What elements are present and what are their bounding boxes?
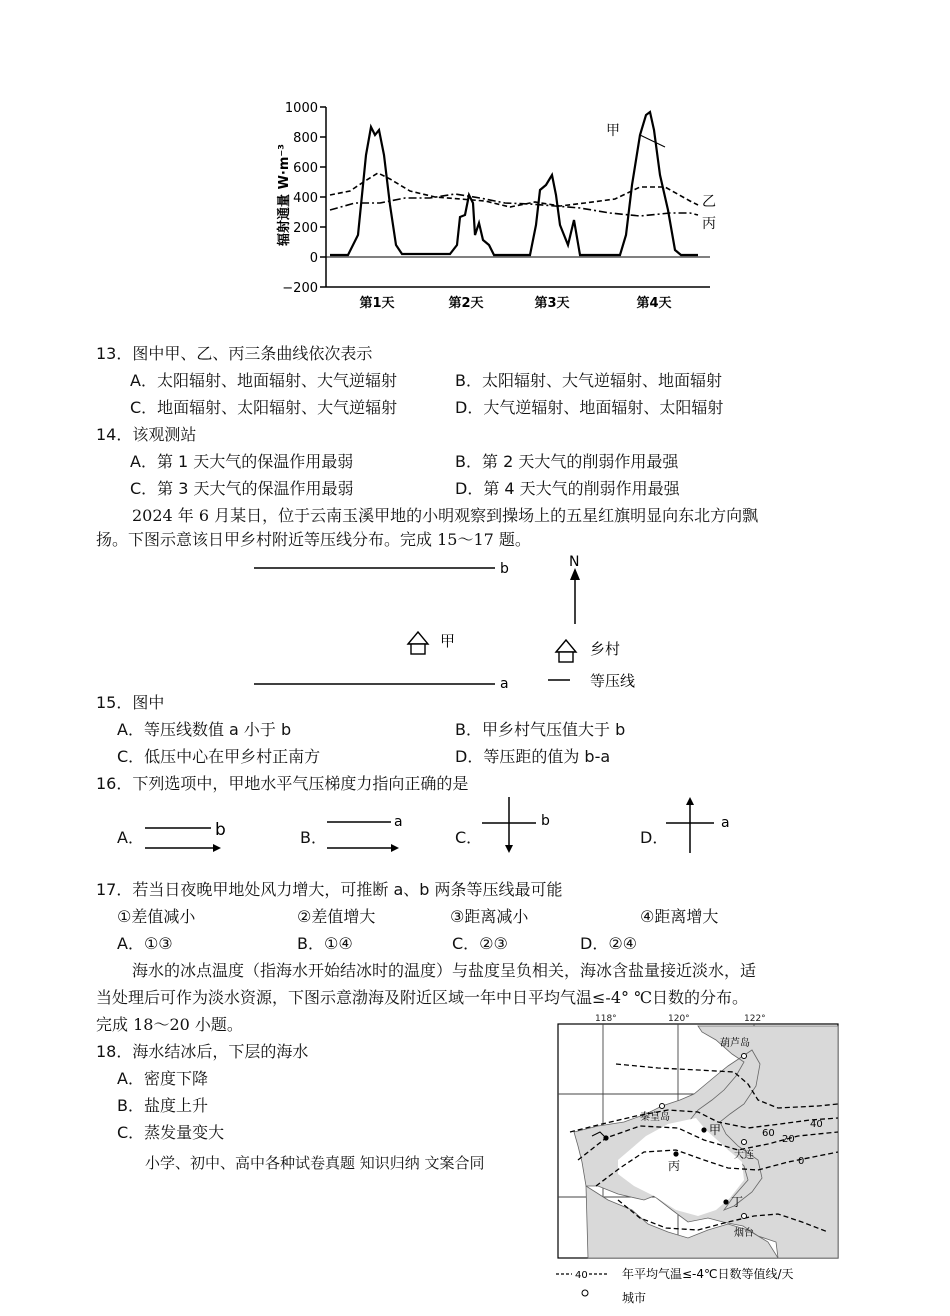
series-yi-line <box>330 173 698 207</box>
city-yantai <box>742 1214 747 1219</box>
y-tick: 400 <box>293 191 318 206</box>
city-huludao <box>742 1054 747 1059</box>
city-dalian <box>742 1140 747 1145</box>
q13-option-c[interactable]: C．地面辐射、太阳辐射、大气逆辐射 <box>130 398 398 417</box>
q15-option-c[interactable]: C．低压中心在甲乡村正南方 <box>117 747 321 766</box>
q16-d-diagram <box>664 795 744 855</box>
q16-b-diagram <box>325 810 415 854</box>
q16-option-d[interactable]: D． <box>640 828 669 847</box>
point-label-bing: 丙 <box>668 1159 681 1173</box>
svg-text:40: 40 <box>575 1270 588 1281</box>
q17-option-b[interactable]: B．①④ <box>297 934 353 953</box>
q16-a-diagram <box>143 818 233 854</box>
q14-option-d[interactable]: D．第 4 天大气的削弱作用最强 <box>455 479 680 498</box>
contour-label-40: 40 <box>810 1119 823 1130</box>
q17-item-4: ④距离增大 <box>640 907 719 926</box>
footer-watermark: 小学、初中、高中各种试卷真题 知识归纳 文案合同 <box>145 1154 485 1172</box>
isobar-legend-label: 等压线 <box>590 672 636 690</box>
q16-stem: 16．下列选项中，甲地水平气压梯度力指向正确的是 <box>96 774 469 793</box>
q14-option-a[interactable]: A．第 1 天大气的保温作用最弱 <box>130 452 354 471</box>
series-jia-line <box>330 112 698 255</box>
svg-text:b: b <box>541 813 550 829</box>
bohai-map <box>548 1010 848 1310</box>
q13-option-b[interactable]: B．太阳辐射、大气逆辐射、地面辐射 <box>455 371 722 390</box>
x-tick-day4: 第4天 <box>636 296 672 311</box>
q15-option-b[interactable]: B．甲乡村气压值大于 b <box>455 720 626 739</box>
y-tick: −200 <box>282 281 318 296</box>
series-label-bing: 丙 <box>702 216 716 232</box>
legend-contour-label: 年平均气温≤-4℃日数等值线/天 <box>622 1267 794 1281</box>
contour-label-60: 60 <box>762 1128 775 1139</box>
q14-option-c[interactable]: C．第 3 天大气的保温作用最弱 <box>130 479 354 498</box>
q14-stem: 14．该观测站 <box>96 425 197 444</box>
y-tick: 800 <box>293 131 318 146</box>
city-label-huludao: 葫芦岛 <box>720 1038 750 1049</box>
legend-city-label: 城市 <box>622 1291 647 1305</box>
q17-option-c[interactable]: C．②③ <box>452 934 508 953</box>
q17-item-1: ①差值减小 <box>117 907 196 926</box>
y-axis <box>320 107 326 287</box>
series-label-yi: 乙 <box>702 194 716 210</box>
q15-option-d[interactable]: D．等压距的值为 b-a <box>455 747 611 766</box>
q16-option-c[interactable]: C． <box>455 828 483 847</box>
point-label-jia: 甲 <box>709 1123 722 1137</box>
intro-15-line1: 2024 年 6 月某日，位于云南玉溪甲地的小明观察到操场上的五星红旗明显向东北方向飘 <box>132 506 759 525</box>
isobar-b-label: b <box>500 561 509 577</box>
q16-option-b[interactable]: B． <box>300 828 327 847</box>
series-label-jia: 甲 <box>606 123 620 139</box>
y-tick: 1000 <box>284 101 318 116</box>
q13-stem: 13．图中甲、乙、丙三条曲线依次表示 <box>96 344 373 363</box>
q17-item-3: ③距离减小 <box>450 907 529 926</box>
q18-stem: 18．海水结冰后，下层的海水 <box>96 1042 309 1061</box>
city-label-qinhuangdao: 秦皇岛 <box>640 1112 670 1123</box>
point-bing <box>673 1151 678 1156</box>
svg-text:a: a <box>721 815 730 831</box>
contour-label-0: 0 <box>798 1156 805 1167</box>
y-tick: 200 <box>293 221 318 236</box>
q13-option-d[interactable]: D．大气逆辐射、地面辐射、太阳辐射 <box>455 398 724 417</box>
y-tick: 600 <box>293 161 318 176</box>
q16-c-diagram <box>480 795 560 855</box>
y-tick: 0 <box>309 251 318 266</box>
q17-item-2: ②差值增大 <box>297 907 376 926</box>
x-tick-day2: 第2天 <box>448 296 484 311</box>
series-bing-line <box>330 194 698 216</box>
isobar-diagram <box>240 552 660 692</box>
point-ding <box>723 1199 728 1204</box>
radiation-chart <box>270 95 730 320</box>
svg-text:a: a <box>394 814 403 830</box>
lon-120: 120° <box>668 1014 690 1024</box>
q14-option-b[interactable]: B．第 2 天大气的削弱作用最强 <box>455 452 679 471</box>
map-legend <box>556 1266 794 1305</box>
village-legend-icon <box>556 640 576 662</box>
q17-option-d[interactable]: D．②④ <box>580 934 638 953</box>
q15-option-a[interactable]: A．等压线数值 a 小于 b <box>117 720 292 739</box>
lon-122: 122° <box>744 1014 766 1024</box>
village-legend-label: 乡村 <box>590 640 621 658</box>
svg-text:b: b <box>215 820 226 840</box>
y-axis-label: 辐射通量 W·m⁻³ <box>277 144 292 246</box>
intro-18-line2: 当处理后可作为淡水资源，下图示意渤海及附近区域一年中日平均气温≤-4° ℃日数的分布。 <box>96 988 748 1007</box>
point-label-ding: 丁 <box>731 1195 744 1209</box>
q16-option-a[interactable]: A． <box>117 828 144 847</box>
q15-stem: 15．图中 <box>96 693 165 712</box>
x-axis <box>326 257 710 287</box>
q18-option-c[interactable]: C．蒸发量变大 <box>117 1123 225 1142</box>
intro-15-line2: 扬。下图示意该日甲乡村附近等压线分布。完成 15～17 题。 <box>96 530 531 549</box>
intro-18-line1: 海水的冰点温度（指海水开始结冰时的温度）与盐度呈负相关，海冰含盐量接近淡水，适 <box>132 961 757 980</box>
intro-18-line3: 完成 18～20 小题。 <box>96 1015 243 1034</box>
q18-option-a[interactable]: A．密度下降 <box>117 1069 208 1088</box>
jia-village-icon <box>408 632 428 654</box>
q17-stem: 17．若当日夜晚甲地处风力增大，可推断 a、b 两条等压线最可能 <box>96 880 563 899</box>
isobar-a-label: a <box>500 676 509 692</box>
city-label-yantai: 烟台 <box>734 1228 754 1239</box>
lon-118: 118° <box>595 1014 617 1024</box>
city-qinhuangdao <box>660 1104 665 1109</box>
point-jia <box>701 1127 706 1132</box>
x-tick-day1: 第1天 <box>359 296 395 311</box>
city-label-dalian: 大连 <box>734 1150 754 1161</box>
contour-label-20: 20 <box>782 1134 795 1145</box>
q17-option-a[interactable]: A．①③ <box>117 934 173 953</box>
north-label: N <box>569 554 580 570</box>
q13-option-a[interactable]: A．太阳辐射、地面辐射、大气逆辐射 <box>130 371 397 390</box>
q18-option-b[interactable]: B．盐度上升 <box>117 1096 208 1115</box>
jia-label: 甲 <box>440 632 456 650</box>
x-tick-day3: 第3天 <box>534 296 570 311</box>
